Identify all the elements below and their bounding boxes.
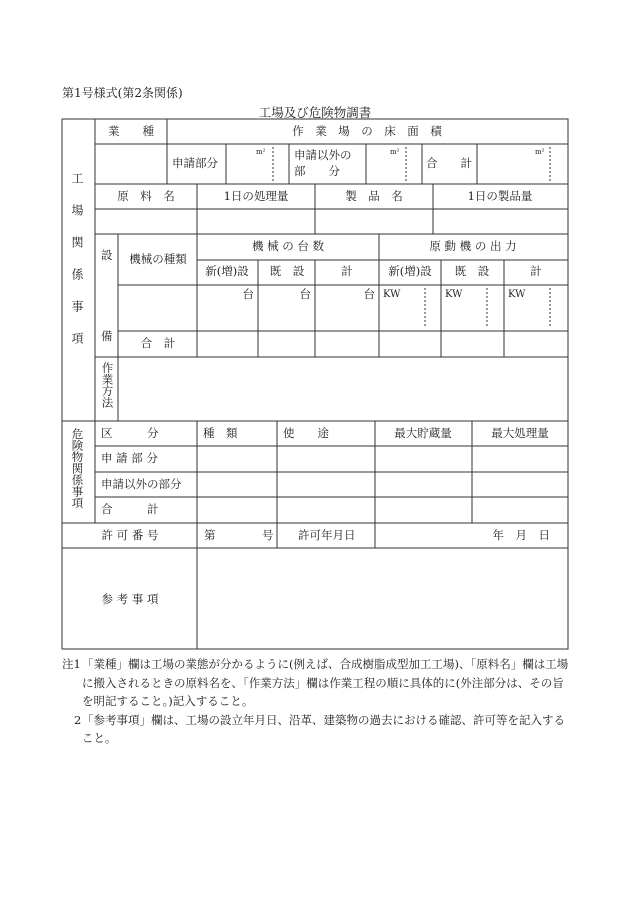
permit-number-label: 許 可 番 号 bbox=[101, 528, 159, 542]
notes bbox=[62, 655, 572, 748]
permit-date-label: 許可年月日 bbox=[298, 528, 356, 542]
hazard-other-part-label: 申請以外の部分 bbox=[101, 477, 182, 491]
hazard-usage-header: 使 途 bbox=[283, 426, 329, 440]
work-method-label: 作業方法 bbox=[100, 362, 115, 408]
form-title: 工場及び危険物調書 bbox=[258, 105, 372, 120]
unit-kw-new: KW bbox=[383, 289, 401, 300]
motor-existing-header: 既 設 bbox=[454, 264, 490, 278]
machine-count-header: 機 械 の 台 数 bbox=[251, 239, 325, 253]
applicant-part-label: 申請部分 bbox=[172, 156, 218, 170]
daily-product-header: 1日の製品量 bbox=[467, 189, 533, 203]
other-part-label-1: 申請以外の bbox=[294, 148, 352, 162]
form-number: 第1号様式(第2条関係) bbox=[62, 86, 183, 100]
equipment-label-bottom: 備 bbox=[101, 329, 113, 343]
unit-dai-new: 台 bbox=[242, 287, 254, 301]
unit-m2-1: m² bbox=[256, 148, 266, 156]
floor-total-label: 合 計 bbox=[426, 156, 472, 170]
equipment-label-top: 設 bbox=[101, 248, 113, 262]
daily-processing-header: 1日の処理量 bbox=[223, 189, 289, 203]
motor-sum-header: 計 bbox=[530, 264, 542, 278]
note-2 bbox=[62, 711, 572, 748]
product-name-header: 製 品 名 bbox=[345, 189, 403, 203]
note-1-number: 注1 bbox=[62, 657, 81, 671]
hazard-category-header: 区 分 bbox=[101, 426, 159, 440]
max-processing-header: 最大処理量 bbox=[491, 426, 549, 440]
other-part-label-2: 部 分 bbox=[294, 164, 340, 178]
unit-dai-existing: 台 bbox=[299, 287, 311, 301]
unit-kw-sum: KW bbox=[508, 289, 526, 300]
hazard-applicant-part-label: 申 請 部 分 bbox=[101, 451, 158, 465]
permit-go: 号 bbox=[262, 528, 274, 542]
note-1-text: 「業種」欄は工場の業態が分かるように(例えば、合成樹脂成型加工工場)、「原料名」欄は工場に搬入されるときの原料名を、「作業方法」欄は作業工程の順に具体的に(外注部分は、その旨を明記すること。)記入すること。 bbox=[82, 657, 569, 708]
hazard-total-label: 合 計 bbox=[101, 502, 159, 516]
max-storage-header: 最大貯蔵量 bbox=[394, 426, 452, 440]
note-1 bbox=[62, 655, 572, 711]
permit-date-format: 年 月 日 bbox=[492, 528, 550, 542]
unit-m2-3: m² bbox=[535, 148, 545, 156]
floor-area-header: 作 業 場 の 床 面 積 bbox=[292, 124, 442, 138]
unit-dai-sum: 台 bbox=[363, 287, 375, 301]
motor-new-header: 新(増)設 bbox=[388, 264, 432, 278]
hazard-kind-header: 種 類 bbox=[203, 426, 238, 440]
factory-section-label: 工場関係事項 bbox=[70, 172, 84, 364]
machine-existing-header: 既 設 bbox=[269, 264, 305, 278]
equipment-total-label: 合 計 bbox=[140, 336, 176, 350]
note-2-text: 「参考事項」欄は、工場の設立年月日、沿革、建築物の過去における確認、許可等を記入すること。 bbox=[82, 712, 565, 745]
machine-type-header: 機械の種類 bbox=[129, 252, 187, 266]
machine-new-header: 新(増)設 bbox=[205, 264, 249, 278]
machine-sum-header: 計 bbox=[341, 264, 353, 278]
motor-output-header: 原 動 機 の 出 力 bbox=[429, 239, 517, 253]
industry-header: 業 種 bbox=[108, 124, 154, 138]
raw-material-name-header: 原 料 名 bbox=[117, 189, 175, 203]
permit-dai: 第 bbox=[204, 528, 216, 542]
remarks-label: 参 考 事 項 bbox=[101, 592, 159, 606]
unit-kw-existing: KW bbox=[445, 289, 463, 300]
unit-m2-2: m² bbox=[390, 148, 400, 156]
hazard-section-label: 危険物関係事項 bbox=[70, 428, 85, 509]
note-2-number: 2 bbox=[74, 712, 82, 727]
